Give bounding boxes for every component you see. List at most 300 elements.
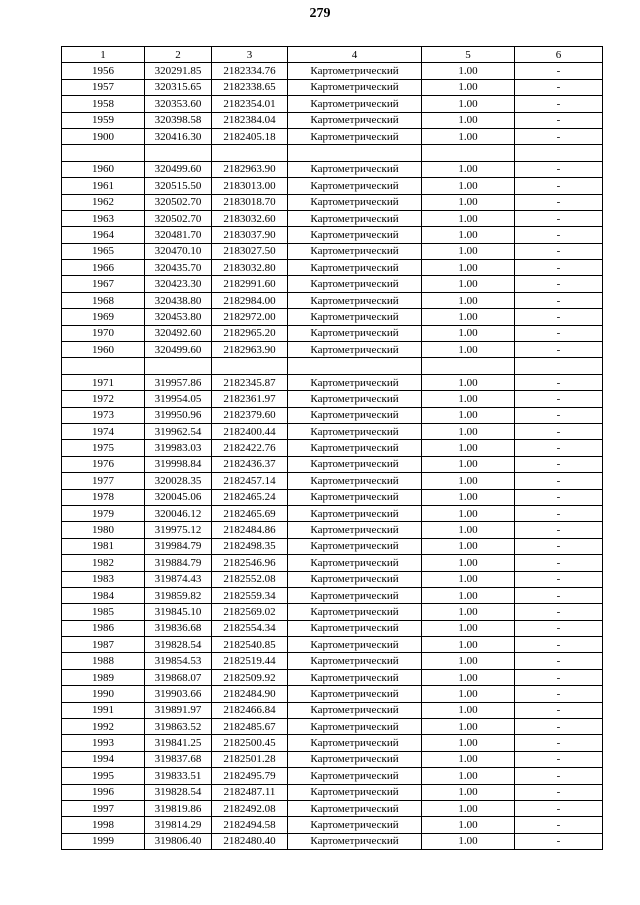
table-cell: 1967 (62, 276, 145, 292)
table-cell: Картометрический (288, 178, 422, 194)
table-cell: 1973 (62, 407, 145, 423)
table-cell: 2182436.37 (212, 456, 288, 472)
table-cell: 319806.40 (145, 833, 212, 849)
table-cell: - (515, 243, 603, 259)
table-cell: 2182492.08 (212, 800, 288, 816)
table-row (62, 456, 603, 472)
table-cell: - (515, 423, 603, 439)
table-cell: 319836.68 (145, 620, 212, 636)
table-cell: - (515, 374, 603, 390)
table-cell: 2182405.18 (212, 128, 288, 144)
table-cell: Картометрический (288, 407, 422, 423)
table-row (62, 571, 603, 587)
table-cell: Картометрический (288, 473, 422, 489)
table-cell: Картометрический (288, 243, 422, 259)
table-cell: Картометрический (288, 538, 422, 554)
table-cell: - (515, 522, 603, 538)
table-cell: - (515, 555, 603, 571)
table-cell: 319975.12 (145, 522, 212, 538)
table-row (62, 587, 603, 603)
table-cell: - (515, 342, 603, 358)
table-cell: 2182552.08 (212, 571, 288, 587)
table-row (62, 227, 603, 243)
column-header: 5 (422, 47, 515, 63)
table-cell: 320046.12 (145, 505, 212, 521)
table-cell: 1.00 (422, 620, 515, 636)
table-cell: - (515, 669, 603, 685)
table-cell: 1.00 (422, 604, 515, 620)
table-cell: 2182554.34 (212, 620, 288, 636)
table-cell: 320398.58 (145, 112, 212, 128)
table-cell: 1.00 (422, 309, 515, 325)
table-cell: 2182546.96 (212, 555, 288, 571)
table-cell: 1989 (62, 669, 145, 685)
table-cell: 2183018.70 (212, 194, 288, 210)
table-cell: - (515, 653, 603, 669)
table-cell: - (515, 63, 603, 79)
table-cell: - (515, 735, 603, 751)
table-cell: Картометрический (288, 309, 422, 325)
table-cell: 1995 (62, 768, 145, 784)
table-cell: 319891.97 (145, 702, 212, 718)
table-cell: 1976 (62, 456, 145, 472)
table-cell: 2182559.34 (212, 587, 288, 603)
table-cell: Картометрический (288, 653, 422, 669)
table-cell: - (515, 440, 603, 456)
table-cell: 1965 (62, 243, 145, 259)
table-cell: 1.00 (422, 751, 515, 767)
table-cell: 319954.05 (145, 391, 212, 407)
table-cell: - (515, 79, 603, 95)
table-cell: - (515, 96, 603, 112)
table-cell: 2182466.84 (212, 702, 288, 718)
table-cell: 2182338.65 (212, 79, 288, 95)
table-cell: Картометрический (288, 735, 422, 751)
table-cell: Картометрический (288, 587, 422, 603)
table-cell: 1992 (62, 719, 145, 735)
table-cell: 2182494.58 (212, 817, 288, 833)
table-cell: 319845.10 (145, 604, 212, 620)
table-cell: 1.00 (422, 63, 515, 79)
table-cell: 1.00 (422, 423, 515, 439)
table-cell: 319874.43 (145, 571, 212, 587)
table-cell: 319957.86 (145, 374, 212, 390)
table-row (62, 817, 603, 833)
table-cell: 319983.03 (145, 440, 212, 456)
table-cell: 320502.70 (145, 194, 212, 210)
table-cell: 319814.29 (145, 817, 212, 833)
table-cell: 2182400.44 (212, 423, 288, 439)
table-cell: 1991 (62, 702, 145, 718)
table-cell: Картометрический (288, 702, 422, 718)
table-cell: 1996 (62, 784, 145, 800)
table-cell: 1960 (62, 342, 145, 358)
table-cell: 319833.51 (145, 768, 212, 784)
table-row (62, 309, 603, 325)
table-cell: 320481.70 (145, 227, 212, 243)
table-cell: 1981 (62, 538, 145, 554)
table-cell: - (515, 604, 603, 620)
table-cell: - (515, 227, 603, 243)
table-cell: 2182480.40 (212, 833, 288, 849)
table-cell: 2183032.60 (212, 210, 288, 226)
table-cell: 2182519.44 (212, 653, 288, 669)
table-row (62, 735, 603, 751)
table-cell: 319863.52 (145, 719, 212, 735)
table-cell: 319984.79 (145, 538, 212, 554)
table-cell: 1.00 (422, 374, 515, 390)
table-cell: - (515, 161, 603, 177)
table-cell: 320315.65 (145, 79, 212, 95)
table-row (62, 243, 603, 259)
table-cell: 1982 (62, 555, 145, 571)
table-cell: 1962 (62, 194, 145, 210)
table-cell: 319841.25 (145, 735, 212, 751)
table-cell: 1.00 (422, 637, 515, 653)
table-cell: - (515, 325, 603, 341)
coordinates-table (61, 46, 603, 850)
table-cell: 1.00 (422, 653, 515, 669)
table-cell: Картометрический (288, 571, 422, 587)
table-cell: 320502.70 (145, 210, 212, 226)
column-header: 1 (62, 47, 145, 63)
table-row (62, 342, 603, 358)
table-cell: 1.00 (422, 292, 515, 308)
table-cell: 1900 (62, 128, 145, 144)
table-cell: Картометрический (288, 489, 422, 505)
table-cell: Картометрический (288, 227, 422, 243)
table-cell: 1979 (62, 505, 145, 521)
table-cell: - (515, 620, 603, 636)
table-row (62, 178, 603, 194)
table-cell (62, 358, 145, 374)
table-row (62, 292, 603, 308)
table-cell: 1977 (62, 473, 145, 489)
table-cell: 320470.10 (145, 243, 212, 259)
table-cell: 319837.68 (145, 751, 212, 767)
table-cell: 1957 (62, 79, 145, 95)
table-cell: Картометрический (288, 423, 422, 439)
table-cell: - (515, 571, 603, 587)
table-cell: Картометрический (288, 637, 422, 653)
table-cell: 1.00 (422, 555, 515, 571)
table-row (62, 79, 603, 95)
table-cell: Картометрический (288, 555, 422, 571)
table-cell: 1958 (62, 96, 145, 112)
table-cell: - (515, 719, 603, 735)
table-cell: Картометрический (288, 342, 422, 358)
table-cell (422, 145, 515, 161)
table-row (62, 112, 603, 128)
table-cell: Картометрический (288, 751, 422, 767)
table-cell: 1986 (62, 620, 145, 636)
table-cell (145, 358, 212, 374)
table-row (62, 620, 603, 636)
table-cell: 1.00 (422, 719, 515, 735)
table-cell: - (515, 292, 603, 308)
table-cell: 2182354.01 (212, 96, 288, 112)
table-cell: 1980 (62, 522, 145, 538)
table-cell: 1993 (62, 735, 145, 751)
table-cell: 1.00 (422, 833, 515, 849)
table-cell: 2182457.14 (212, 473, 288, 489)
table-cell: 319903.66 (145, 686, 212, 702)
table-cell: - (515, 194, 603, 210)
table-row (62, 719, 603, 735)
table-cell: 320423.30 (145, 276, 212, 292)
table-cell: 1985 (62, 604, 145, 620)
table-cell: 1963 (62, 210, 145, 226)
table-cell: - (515, 489, 603, 505)
table-cell: 1.00 (422, 112, 515, 128)
table-cell: Картометрический (288, 161, 422, 177)
table-cell: 320045.06 (145, 489, 212, 505)
table-cell: Картометрический (288, 63, 422, 79)
table-cell: 1.00 (422, 276, 515, 292)
table-cell: Картометрический (288, 260, 422, 276)
table-row (62, 128, 603, 144)
table-cell (288, 145, 422, 161)
table-cell: 1.00 (422, 784, 515, 800)
table-row (62, 686, 603, 702)
table-cell: 1961 (62, 178, 145, 194)
table-cell: 1.00 (422, 391, 515, 407)
table-cell: 2182500.45 (212, 735, 288, 751)
table-cell: 1.00 (422, 407, 515, 423)
table-row (62, 800, 603, 816)
table-cell: 2182334.76 (212, 63, 288, 79)
table-cell: 1.00 (422, 768, 515, 784)
table-row (62, 833, 603, 849)
table-cell: 1974 (62, 423, 145, 439)
table-cell: Картометрический (288, 784, 422, 800)
table-cell: - (515, 505, 603, 521)
table-cell: - (515, 391, 603, 407)
table-cell: Картометрический (288, 194, 422, 210)
table-row (62, 145, 603, 161)
table-cell: 1.00 (422, 178, 515, 194)
table-cell: 1983 (62, 571, 145, 587)
table-cell: 1968 (62, 292, 145, 308)
table-row (62, 538, 603, 554)
table-cell (62, 145, 145, 161)
column-header: 3 (212, 47, 288, 63)
table-row (62, 489, 603, 505)
column-header: 2 (145, 47, 212, 63)
table-cell: 320453.80 (145, 309, 212, 325)
table-cell: 2182484.86 (212, 522, 288, 538)
table-cell: 1.00 (422, 128, 515, 144)
table-cell: Картометрический (288, 374, 422, 390)
table-cell: 320438.80 (145, 292, 212, 308)
table-row (62, 669, 603, 685)
table-cell: 1997 (62, 800, 145, 816)
table-cell: 2183027.50 (212, 243, 288, 259)
table-row (62, 751, 603, 767)
table-cell: 320416.30 (145, 128, 212, 144)
table-row (62, 325, 603, 341)
table-row (62, 505, 603, 521)
table-cell: Картометрический (288, 128, 422, 144)
table-cell: 2182965.20 (212, 325, 288, 341)
table-cell: 1984 (62, 587, 145, 603)
table-cell: 1.00 (422, 538, 515, 554)
table-row (62, 473, 603, 489)
table-row (62, 555, 603, 571)
table-cell: 1966 (62, 260, 145, 276)
table-cell: - (515, 686, 603, 702)
table-cell: 1987 (62, 637, 145, 653)
table-cell: 1999 (62, 833, 145, 849)
table-row (62, 260, 603, 276)
table-cell: 2182361.97 (212, 391, 288, 407)
table-cell: 1.00 (422, 669, 515, 685)
table-cell: 2183032.80 (212, 260, 288, 276)
table-cell: Картометрический (288, 391, 422, 407)
table-cell: 1.00 (422, 161, 515, 177)
table-cell: Картометрический (288, 604, 422, 620)
table-cell: 1970 (62, 325, 145, 341)
table-row (62, 161, 603, 177)
table-row (62, 637, 603, 653)
table-row (62, 391, 603, 407)
table-cell: 1990 (62, 686, 145, 702)
table-cell: - (515, 751, 603, 767)
table-cell: 2182540.85 (212, 637, 288, 653)
table-cell: - (515, 833, 603, 849)
table-cell: 1.00 (422, 800, 515, 816)
table-header-row (62, 47, 603, 63)
table-cell: 1.00 (422, 440, 515, 456)
table-cell: - (515, 538, 603, 554)
table-cell: 2182509.92 (212, 669, 288, 685)
table-row (62, 374, 603, 390)
table-cell: 319859.82 (145, 587, 212, 603)
table-cell: Картометрический (288, 276, 422, 292)
table-cell: Картометрический (288, 522, 422, 538)
table-cell: 1.00 (422, 79, 515, 95)
table-cell: 2182379.60 (212, 407, 288, 423)
table-cell: 1988 (62, 653, 145, 669)
table-cell: 319884.79 (145, 555, 212, 571)
table-cell: Картометрический (288, 505, 422, 521)
table-cell: 1.00 (422, 210, 515, 226)
table-cell: Картометрический (288, 833, 422, 849)
table-cell: 2182991.60 (212, 276, 288, 292)
table-cell: - (515, 128, 603, 144)
table-cell: 319962.54 (145, 423, 212, 439)
table-cell (212, 358, 288, 374)
table-row (62, 358, 603, 374)
table-cell: - (515, 276, 603, 292)
table-cell: 2182963.90 (212, 161, 288, 177)
table-row (62, 440, 603, 456)
table-cell: 1971 (62, 374, 145, 390)
table-cell: 1998 (62, 817, 145, 833)
table-cell: 1.00 (422, 817, 515, 833)
table-cell: Картометрический (288, 768, 422, 784)
table-cell: Картометрический (288, 96, 422, 112)
table-cell: Картометрический (288, 440, 422, 456)
table-cell: Картометрический (288, 800, 422, 816)
table-cell: 1959 (62, 112, 145, 128)
table-cell: 1.00 (422, 342, 515, 358)
table-cell: - (515, 112, 603, 128)
table-row (62, 604, 603, 620)
table-cell: - (515, 309, 603, 325)
table-cell: 1.00 (422, 473, 515, 489)
table-cell: 320492.60 (145, 325, 212, 341)
table-cell: 319828.54 (145, 637, 212, 653)
column-header: 6 (515, 47, 603, 63)
table-cell: 319854.53 (145, 653, 212, 669)
table-cell: 1969 (62, 309, 145, 325)
table-cell: 1.00 (422, 587, 515, 603)
table-cell: 1978 (62, 489, 145, 505)
table-cell: 2182485.67 (212, 719, 288, 735)
table-cell: 319950.96 (145, 407, 212, 423)
page-number: 279 (309, 6, 331, 21)
table-row (62, 784, 603, 800)
table-cell: 1.00 (422, 260, 515, 276)
table-cell: 1.00 (422, 571, 515, 587)
table-cell: 2182384.04 (212, 112, 288, 128)
table-row (62, 96, 603, 112)
table-cell: 1.00 (422, 96, 515, 112)
table-cell: 1960 (62, 161, 145, 177)
table-cell: 2182495.79 (212, 768, 288, 784)
table-cell: 320435.70 (145, 260, 212, 276)
table-cell: 320028.35 (145, 473, 212, 489)
table-cell: 2182498.35 (212, 538, 288, 554)
table-row (62, 210, 603, 226)
table-cell: 1994 (62, 751, 145, 767)
table-cell (288, 358, 422, 374)
table-cell: 1956 (62, 63, 145, 79)
table-row (62, 522, 603, 538)
table-cell: Картометрический (288, 325, 422, 341)
table-cell: 320499.60 (145, 342, 212, 358)
table-cell: 319868.07 (145, 669, 212, 685)
table-cell (515, 358, 603, 374)
table-cell (212, 145, 288, 161)
table-cell: 2182501.28 (212, 751, 288, 767)
table-row (62, 653, 603, 669)
table-cell: 2183037.90 (212, 227, 288, 243)
table-row (62, 63, 603, 79)
table-cell: 1.00 (422, 505, 515, 521)
table-cell: 2182569.02 (212, 604, 288, 620)
table-cell: 2182984.00 (212, 292, 288, 308)
table-row (62, 194, 603, 210)
table-cell: Картометрический (288, 719, 422, 735)
table-cell: 1964 (62, 227, 145, 243)
table-cell: 320353.60 (145, 96, 212, 112)
table-cell: Картометрический (288, 79, 422, 95)
table-cell: 319828.54 (145, 784, 212, 800)
table-row (62, 276, 603, 292)
table-cell: Картометрический (288, 817, 422, 833)
table-cell: 1972 (62, 391, 145, 407)
table-row (62, 702, 603, 718)
table-cell: - (515, 637, 603, 653)
table-cell: 1975 (62, 440, 145, 456)
table-cell: 1.00 (422, 194, 515, 210)
table-row (62, 423, 603, 439)
table-cell: - (515, 702, 603, 718)
table-row (62, 768, 603, 784)
table-cell (515, 145, 603, 161)
